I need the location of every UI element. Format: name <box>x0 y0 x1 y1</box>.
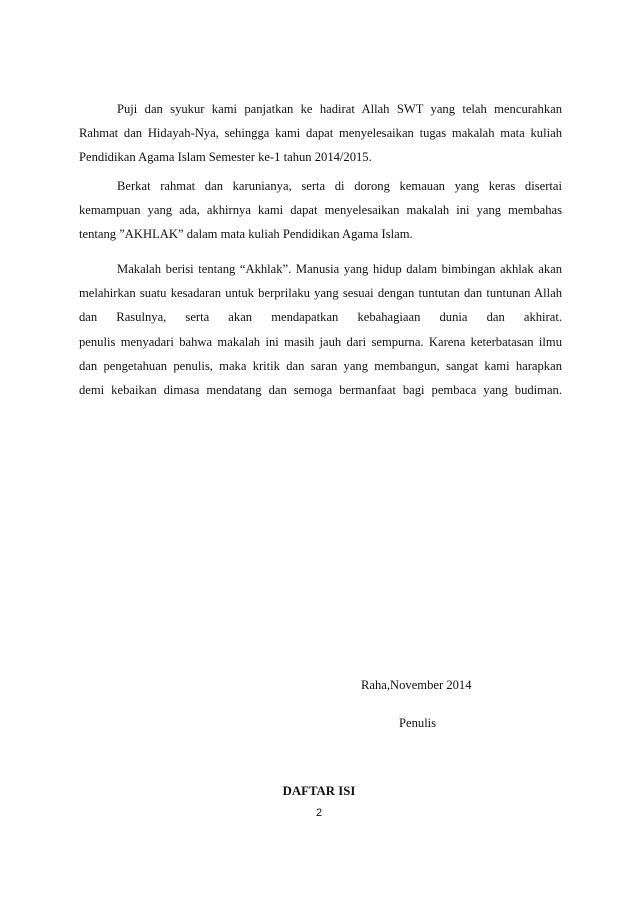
paragraph-line: penulis menyadari bahwa makalah ini masih jauh dari sempurna. Karena keterbatasan ilmu <box>79 334 562 349</box>
paragraph-line: Puji dan syukur kami panjatkan ke hadirat Allah SWT yang telah mencurahkan <box>117 102 562 116</box>
paragraph-line: Pendidikan Agama Islam Semester ke-1 tahun 2014/2015. <box>79 150 372 165</box>
paragraph-line: demi kebaikan dimasa mendatang dan semoga bermanfaat bagi pembaca yang budiman. <box>79 382 562 397</box>
paragraph-line: melahirkan suatu kesadaran untuk berprilaku yang sesuai dengan tuntutan dan tuntunan Allah <box>79 286 562 301</box>
paragraph-line: kemampuan yang ada, akhirnya kami dapat menyelesaikan makalah ini yang membahas <box>79 203 562 218</box>
paragraph-line: dan pengetahuan penulis, maka kritik dan saran yang membangun, sangat kami harapkan <box>79 358 562 373</box>
signer-name: Penulis <box>399 716 437 730</box>
paragraph-line: Berkat rahmat dan karunianya, serta di dorong kemauan yang keras disertai <box>117 179 562 193</box>
paragraph-line: Makalah berisi tentang “Akhlak”. Manusia yang hidup dalam bimbingan akhlak akan <box>117 262 562 276</box>
paragraph-content <box>79 257 562 402</box>
paragraph-line: Rahmat dan Hidayah-Nya, sehingga kami dapat menyelesaikan tugas makalah mata kuliah <box>79 126 562 141</box>
section-heading: DAFTAR ISI <box>282 784 356 798</box>
paragraph-gratitude <box>79 97 562 170</box>
paragraph-blessing <box>79 174 562 247</box>
paragraph-line: tentang ”AKHLAK” dalam mata kuliah Pendidikan Agama Islam. <box>79 227 413 242</box>
place-date: Raha,November 2014 <box>361 678 472 692</box>
page-number: 2 <box>315 807 323 819</box>
paragraph-line: dan Rasulnya, serta akan mendapatkan kebahagiaan dunia dan akhirat. <box>79 310 562 325</box>
